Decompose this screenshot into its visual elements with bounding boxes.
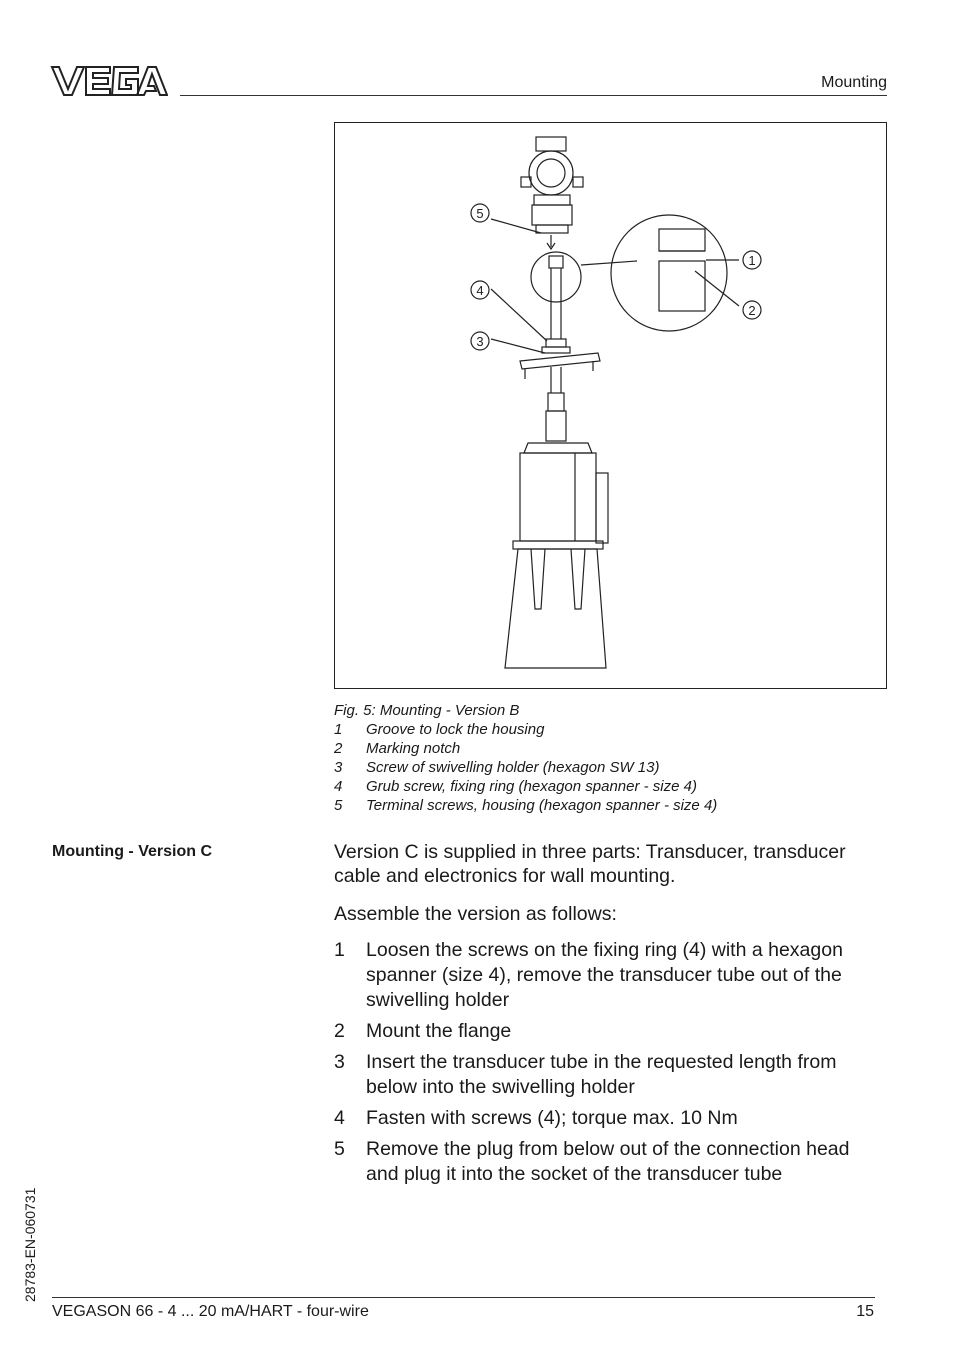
legend-text: Terminal screws, housing (hexagon spanner - size 4) (366, 797, 718, 814)
step-text: Loosen the screws on the fixing ring (4) with a hexagon spanner (size 4), remove the transducer tube out of the swivelling holder (366, 939, 843, 1011)
callout-2: 2 (748, 303, 756, 318)
legend-number: 3 (334, 759, 343, 776)
section-title: Mounting (821, 74, 887, 91)
horn-antenna (505, 549, 606, 668)
legend-item (334, 720, 717, 739)
mounting-figure (334, 122, 887, 689)
step-number: 2 (334, 1020, 345, 1042)
list-item (334, 1106, 879, 1131)
section-heading: Mounting - Version C (52, 843, 212, 860)
transducer-body (520, 453, 596, 541)
legend-text: Screw of swivelling holder (hexagon SW 13) (366, 759, 660, 776)
detail-circle-small (531, 252, 581, 302)
housing-body (532, 205, 572, 225)
legend-item (334, 777, 717, 796)
housing-dome (529, 151, 573, 195)
legend-number: 4 (334, 778, 343, 795)
step-text: Mount the flange (366, 1020, 512, 1042)
callout-4: 4 (476, 283, 484, 298)
step-number: 4 (334, 1107, 345, 1129)
housing-cap (536, 137, 566, 151)
legend-text: Marking notch (366, 740, 461, 757)
page-number: 15 (856, 1303, 874, 1320)
step-number: 1 (334, 939, 345, 961)
assembly-steps (334, 938, 879, 1193)
list-item (334, 1019, 879, 1044)
callout-1: 1 (748, 253, 756, 268)
list-item (334, 1050, 879, 1100)
assemble-paragraph: Assemble the version as follows: (334, 903, 617, 925)
figure-legend (334, 720, 717, 815)
callout-5: 5 (476, 206, 484, 221)
mounting-illustration (335, 123, 886, 688)
list-item (334, 938, 879, 1013)
footer-rule (52, 1297, 875, 1298)
legend-number: 5 (334, 797, 343, 814)
legend-item (334, 758, 717, 777)
legend-item (334, 739, 717, 758)
step-number: 5 (334, 1138, 345, 1160)
legend-number: 2 (334, 740, 343, 757)
step-number: 3 (334, 1051, 345, 1073)
legend-text: Groove to lock the housing (366, 721, 545, 738)
figure-caption: Fig. 5: Mounting - Version B (334, 702, 520, 719)
list-item (334, 1137, 879, 1187)
header-rule (180, 95, 887, 96)
step-text: Fasten with screws (4); torque max. 10 Nm (366, 1107, 738, 1129)
step-text: Remove the plug from below out of the connection head and plug it into the socket of the transducer tube (366, 1138, 850, 1185)
callout-3: 3 (476, 334, 484, 349)
legend-number: 1 (334, 721, 343, 738)
detail-circle-large (611, 215, 727, 331)
legend-item (334, 796, 717, 815)
step-text: Insert the transducer tube in the requested length from below into the swivelling holder (366, 1051, 837, 1098)
vega-logo (50, 64, 168, 98)
legend-text: Grub screw, fixing ring (hexagon spanner - size 4) (366, 778, 697, 795)
document-id: 28783-EN-060731 (22, 1187, 38, 1302)
intro-paragraph: Version C is supplied in three parts: Transducer, transducer cable and electronics for wall mounting. (334, 841, 846, 887)
flange (520, 353, 600, 369)
footer-title: VEGASON 66 - 4 ... 20 mA/HART - four-wire (52, 1303, 369, 1320)
